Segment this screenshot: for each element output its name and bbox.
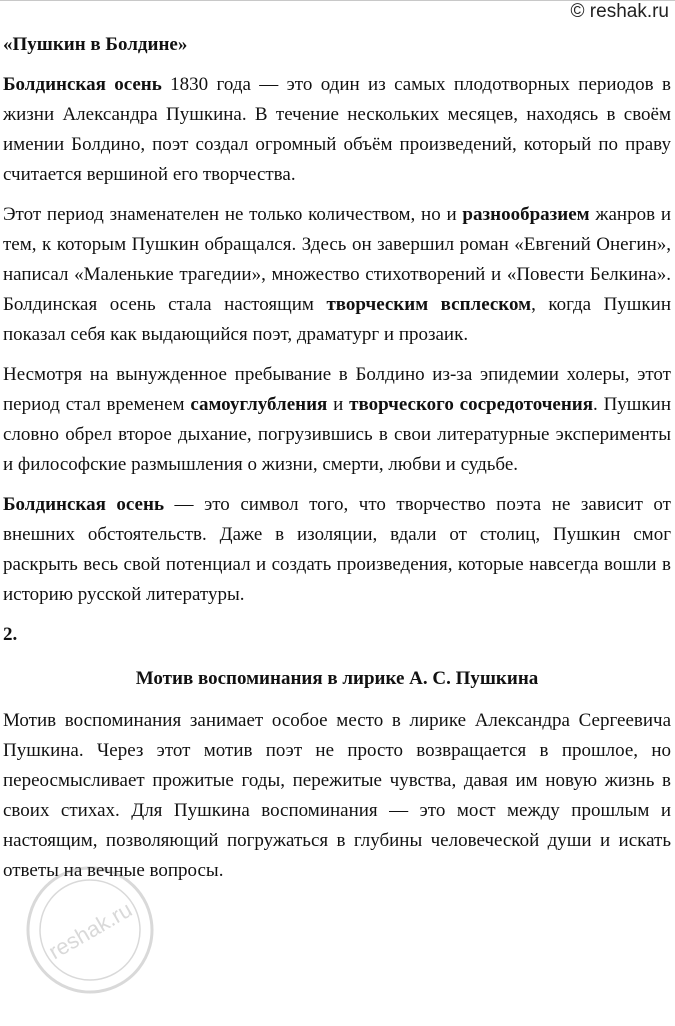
p2-bold-1: разнообразием <box>462 204 590 225</box>
p2-text-1: Этот период знаменателен не только количеством, но и <box>3 204 463 225</box>
p4-text: — это символ того, что творчество поэта не зависит от внешних обстоятельств. Даже в изоляции, вдали от столиц, Пушкин смог раскрыть весь свой потенциал и создать произведения, которые навсегда вошли в историю русской литературы. <box>3 494 671 605</box>
p2-bold-2: творческим всплеском <box>326 294 532 315</box>
p1-bold: Болдинская осень <box>3 74 162 95</box>
p2-text-2: жанров и тем, к которым Пушкин обращался. Здесь он завершил роман «Евгений Онегин», написал «Маленькие трагедии», множество стихотворений и «Повести Белкина». Болдинская осень стала настоящим <box>3 204 672 315</box>
p3-bold-1: самоуглубления <box>190 394 328 415</box>
p2-text-3: , когда Пушкин показал себя как выдающийся поэт, драматург и прозаик. <box>3 294 671 345</box>
watermark-copyright: © reshak.ru <box>570 1 669 22</box>
p3-bold-2: творческого сосредоточения <box>349 394 594 415</box>
p1-text: 1830 года — это один из самых плодотворных периодов в жизни Александра Пушкина. В течение нескольких месяцев, находясь в своём имении Болдино, поэт создал огромный объём произведений, который по праву считается вершиной его творчества. <box>3 74 671 185</box>
document-title: «Пушкин в Болдине» <box>3 34 188 55</box>
p3-text-1: Несмотря на вынужденное пребывание в Болдино из-за эпидемии холеры, этот период стал временем <box>3 364 671 415</box>
p3-text-2: и <box>327 394 350 415</box>
section-title: Мотив воспоминания в лирике А. С. Пушкина <box>135 668 539 689</box>
p3-text-3: . Пушкин словно обрел второе дыхание, погрузившись в свои литературные эксперименты и философские размышления о жизни, смерти, любви и судьбе. <box>3 394 671 475</box>
paragraph-5: Мотив воспоминания занимает особое место в лирике Александра Сергеевича Пушкина. Через этот мотив поэт не просто возвращается в прошлое, но переосмысливает прожитые годы, пережитые чувства, давая им новую жизнь в своих стихах. Для Пушкина воспоминания — это мост между прошлым и настоящим, позволяющий погружаться в глубины человеческой души и искать ответы на вечные вопросы. <box>3 710 671 881</box>
p4-bold: Болдинская осень <box>3 494 164 515</box>
section-number: 2. <box>3 624 18 645</box>
document-body <box>3 30 671 896</box>
watermark-stamp-text: reshak.ru <box>44 896 137 965</box>
paragraph-1 <box>3 70 671 190</box>
paragraph-3 <box>3 360 671 480</box>
paragraph-4 <box>3 490 671 610</box>
paragraph-2 <box>3 200 671 350</box>
